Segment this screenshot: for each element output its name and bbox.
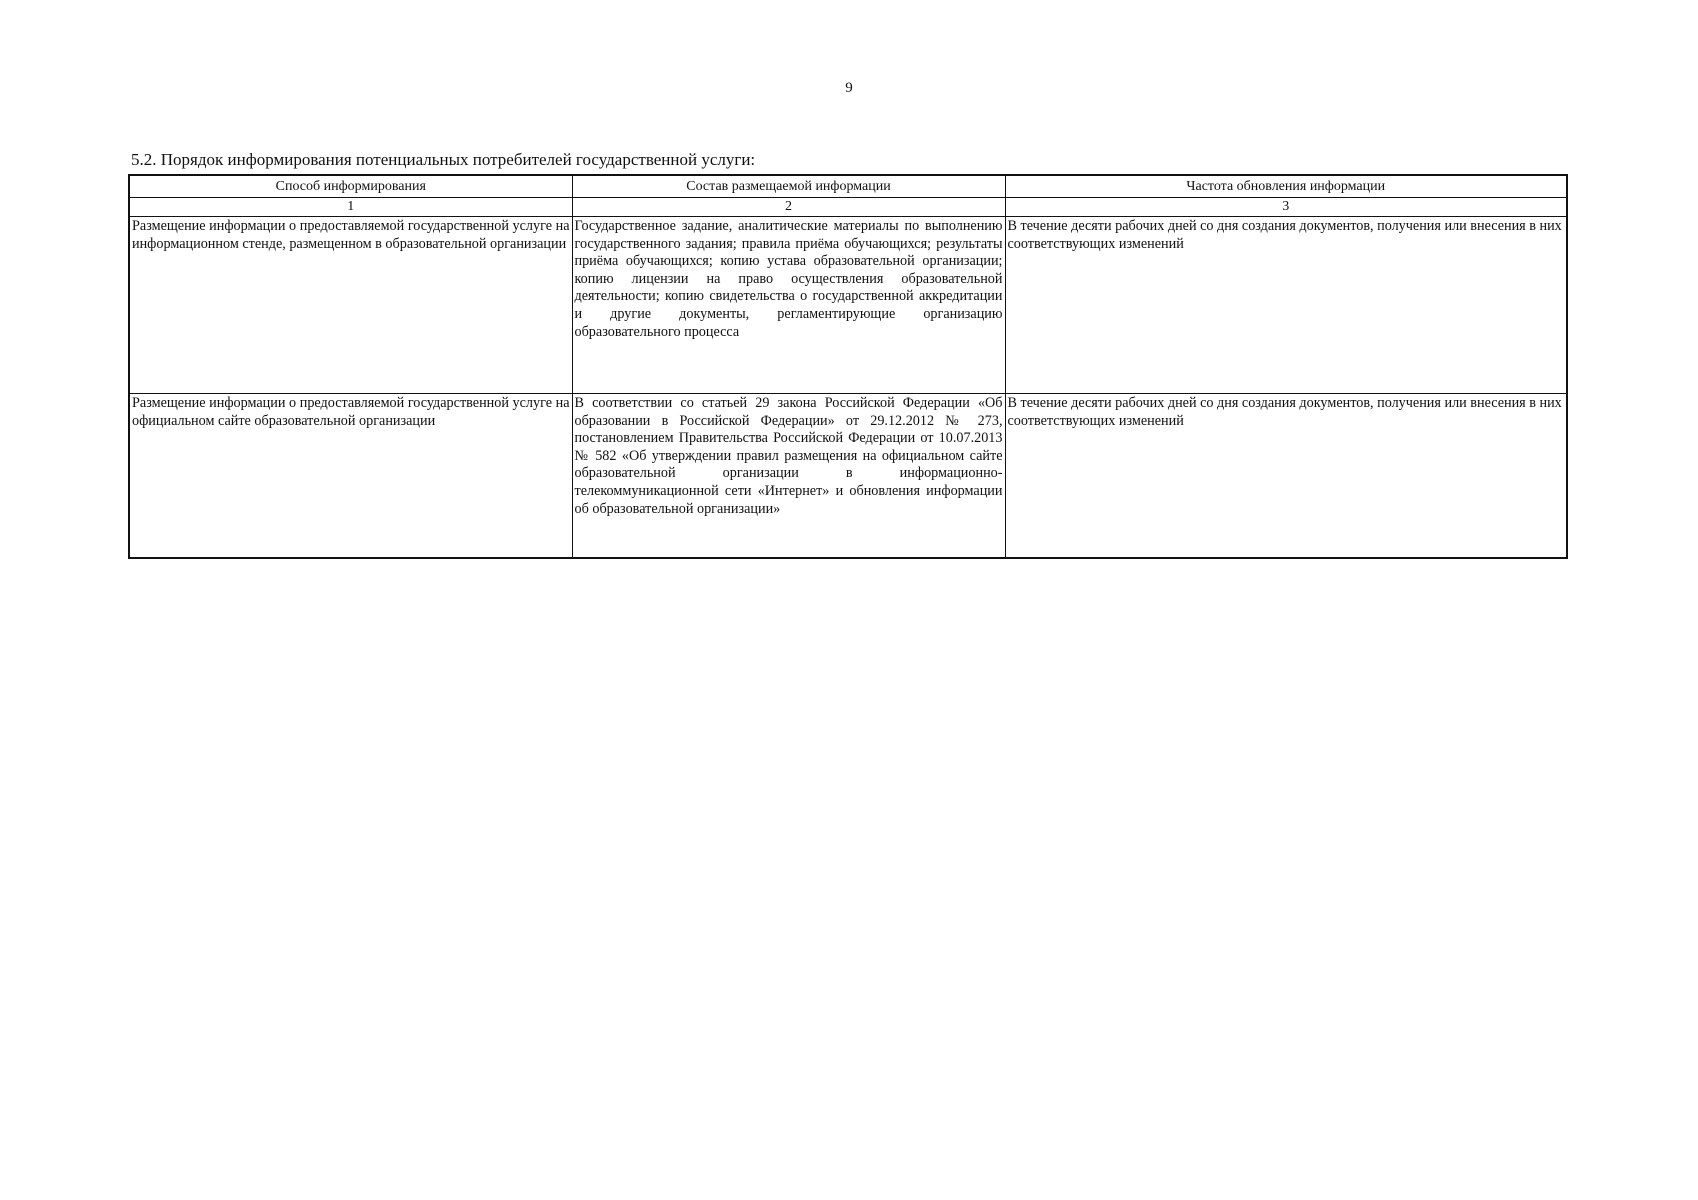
- header-frequency: Частота обновления информации: [1005, 175, 1567, 198]
- information-table: [128, 174, 1568, 559]
- cell-method: Размещение информации о предоставляемой государственной услуге на официальном сайте образовательной организации: [129, 394, 572, 559]
- page-number: 9: [845, 80, 853, 96]
- table-row: [129, 394, 1567, 559]
- cell-content: Государственное задание, аналитические материалы по выполнению государственного задания; правила приёма обучающихся; результаты приёма обучающихся; копию устава образовательной организации; копию лицензии на право осуществления образовательной деятельности; копию свидетельства о государственной аккредитации и другие документы, регламентирующие организацию образовательного процесса: [572, 217, 1005, 394]
- column-number: 3: [1005, 198, 1567, 217]
- header-content: Состав размещаемой информации: [572, 175, 1005, 198]
- column-number: 1: [129, 198, 572, 217]
- header-method: Способ информирования: [129, 175, 572, 198]
- cell-content: В соответствии со статьей 29 закона Российской Федерации «Об образовании в Российской Федерации» от 29.12.2012 № 273, постановлением Правительства Российской Федерации от 10.07.2013 № 582 «Об утверждении правил размещения на официальном сайте образовательной организации в информационно-телекоммуникационной сети «Интернет» и обновления информации об образовательной организации»: [572, 394, 1005, 559]
- cell-method: Размещение информации о предоставляемой государственной услуге на информационном стенде, размещенном в образовательной организации: [129, 217, 572, 394]
- table-row: [129, 217, 1567, 394]
- column-number: 2: [572, 198, 1005, 217]
- cell-frequency: В течение десяти рабочих дней со дня создания документов, получения или внесения в них соответствующих изменений: [1005, 217, 1567, 394]
- section-title: 5.2. Порядок информирования потенциальных потребителей государственной услуги:: [131, 150, 756, 169]
- table-header-row: [129, 175, 1567, 198]
- cell-frequency: В течение десяти рабочих дней со дня создания документов, получения или внесения в них соответствующих изменений: [1005, 394, 1567, 559]
- column-number-row: [129, 198, 1567, 217]
